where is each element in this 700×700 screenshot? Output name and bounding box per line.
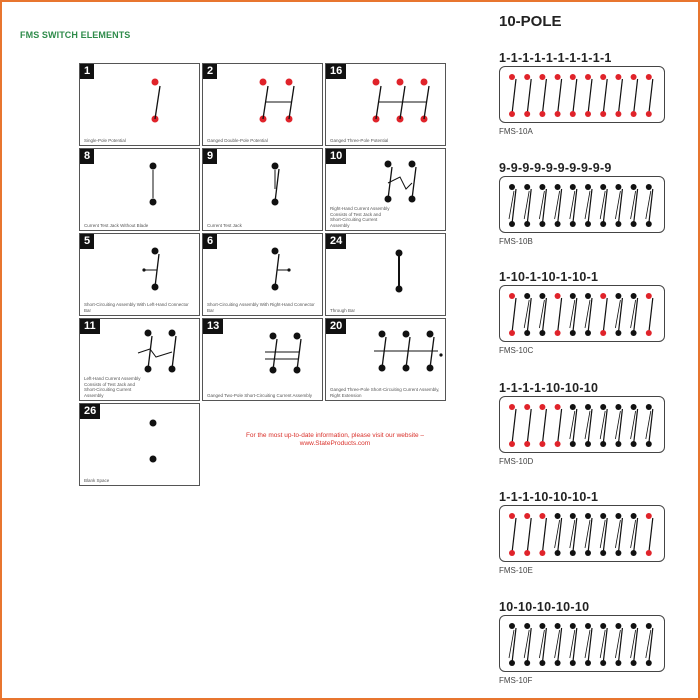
model-diagram [499,396,665,453]
element-description: Short-Circuiting Assembly With Right-Hand Connector Bar [207,302,315,313]
double-pole-potential-diagram [203,64,324,147]
potential-pole [600,293,607,336]
current-pole [615,184,622,227]
current-pole [615,623,622,666]
element-number: 24 [326,234,346,249]
element-number: 10 [326,149,346,164]
element-cell-8 [79,148,200,231]
current-pole [570,404,577,447]
element-description: Ganged Three-Pole Short-Circuiting Current Assembly, Right Extension [330,387,440,398]
current-pole [600,404,607,447]
element-number: 16 [326,64,346,79]
current-pole [631,513,638,556]
element-description: Through Bar [330,307,356,313]
current-pole [585,623,592,666]
potential-pole [555,404,562,447]
current-pole [615,513,622,556]
current-pole [524,623,531,666]
element-cell-9 [202,148,323,231]
pole-diagram [500,286,666,343]
element-description: Blank Space [84,477,110,483]
element-cell-16 [325,63,446,146]
potential-pole [524,513,531,556]
current-test-jack-diagram [203,149,324,232]
potential-pole [646,513,653,556]
current-pole [509,623,516,666]
element-number: 9 [203,149,217,164]
current-pole [524,184,531,227]
current-pole [600,513,607,556]
current-pole [555,184,562,227]
current-pole [570,184,577,227]
model-name: FMS-10C [499,346,534,355]
current-test-jack-no-blade-diagram [80,149,201,232]
current-pole [539,623,546,666]
potential-pole [585,74,592,117]
current-pole [600,184,607,227]
element-number: 13 [203,319,223,334]
pole-diagram [500,67,666,124]
element-cell-10 [325,148,446,231]
element-description: Current Test Jack [207,222,242,228]
current-pole [600,623,607,666]
potential-pole [509,74,516,117]
current-pole [555,513,562,556]
element-cell-5 [79,233,200,316]
potential-pole [646,293,653,336]
current-pole [555,623,562,666]
model-code: 1-1-1-1-10-10-10 [499,381,599,395]
element-description: Ganged Double-Pole Potential [207,137,268,143]
potential-pole [539,74,546,117]
model-fms-10a [499,51,669,136]
page-title: FMS SWITCH ELEMENTS [20,30,131,40]
element-cell-24 [325,233,446,316]
switch-elements-grid [79,63,447,493]
element-number: 26 [80,404,100,419]
element-description: Single-Pole Potential [84,137,126,143]
model-fms-10f [499,600,669,685]
potential-pole [555,74,562,117]
current-pole [585,184,592,227]
pole-diagram [500,397,666,454]
element-number: 1 [80,64,94,79]
pole-diagram [500,506,666,563]
current-pole [570,623,577,666]
element-cell-13 [202,318,323,401]
current-pole [509,184,516,227]
potential-pole [509,293,516,336]
potential-pole [509,513,516,556]
model-code: 1-1-1-1-1-1-1-1-1-1 [499,51,612,65]
model-fms-10e [499,490,669,575]
model-fms-10d [499,381,669,466]
three-pole-potential-diagram [326,64,447,147]
model-diagram [499,66,665,123]
current-pole [646,623,653,666]
element-description: Current Test Jack Without Blade [84,222,149,228]
model-code: 10-10-10-10-10 [499,600,590,614]
element-number: 5 [80,234,94,249]
element-number: 2 [203,64,217,79]
model-fms-10c [499,270,669,355]
model-diagram [499,615,665,672]
potential-pole [600,74,607,117]
current-pole [646,404,653,447]
potential-pole [509,404,516,447]
current-pole [524,293,531,336]
pole-diagram [500,177,666,234]
current-pole [631,404,638,447]
potential-pole [646,74,653,117]
current-pole [646,184,653,227]
element-cell-11 [79,318,200,401]
model-name: FMS-10A [499,127,533,136]
element-description: Right-Hand Current Assembly Consists of Test Jack and Short-Circuiting Current Assembly [330,206,390,228]
through-bar-diagram [326,234,447,317]
element-number: 11 [80,319,100,334]
model-code: 9-9-9-9-9-9-9-9-9-9 [499,161,612,175]
element-cell-1 [79,63,200,146]
model-diagram [499,176,665,233]
blank-space-diagram [80,404,201,487]
website-note: For the most up-to-date information, please visit our website – www.StateProducts.com [245,432,425,447]
current-pole [570,293,577,336]
current-pole [631,293,638,336]
current-pole [585,293,592,336]
element-description: Ganged Two-Pole Short-Circuiting Current Assembly [207,392,312,398]
model-diagram [499,505,665,562]
potential-pole [570,74,577,117]
potential-pole [524,74,531,117]
potential-pole [555,293,562,336]
potential-pole [524,404,531,447]
model-name: FMS-10D [499,457,534,466]
current-pole [585,404,592,447]
current-pole [539,184,546,227]
potential-pole [539,404,546,447]
element-cell-2 [202,63,323,146]
model-name: FMS-10F [499,676,533,685]
single-pole-potential-diagram [80,64,201,147]
element-number: 6 [203,234,217,249]
current-pole [615,293,622,336]
model-name: FMS-10B [499,237,533,246]
model-diagram [499,285,665,342]
potential-pole [539,513,546,556]
element-cell-26 [79,403,200,486]
element-description: Short-Circuiting Assembly With Left-Hand Connector Bar [84,302,189,313]
model-code: 1-1-1-10-10-10-1 [499,490,599,504]
current-pole [631,623,638,666]
element-description: Ganged Three-Pole Potential [330,137,389,143]
potential-pole [631,74,638,117]
model-code: 1-10-1-10-1-10-1 [499,270,599,284]
current-pole [615,404,622,447]
element-number: 20 [326,319,346,334]
model-fms-10b [499,161,669,246]
element-number: 8 [80,149,94,164]
current-pole [539,293,546,336]
element-cell-6 [202,233,323,316]
two-pole-short-circuit-diagram [203,319,324,402]
potential-pole [615,74,622,117]
element-cell-20 [325,318,446,401]
pole-count-title: 10-POLE [499,13,562,30]
current-pole [570,513,577,556]
current-pole [585,513,592,556]
current-pole [631,184,638,227]
model-name: FMS-10E [499,566,533,575]
pole-diagram [500,616,666,673]
element-description: Left-Hand Current Assembly Consists of Test Jack and Short-Circuiting Current Assembly [84,376,141,398]
